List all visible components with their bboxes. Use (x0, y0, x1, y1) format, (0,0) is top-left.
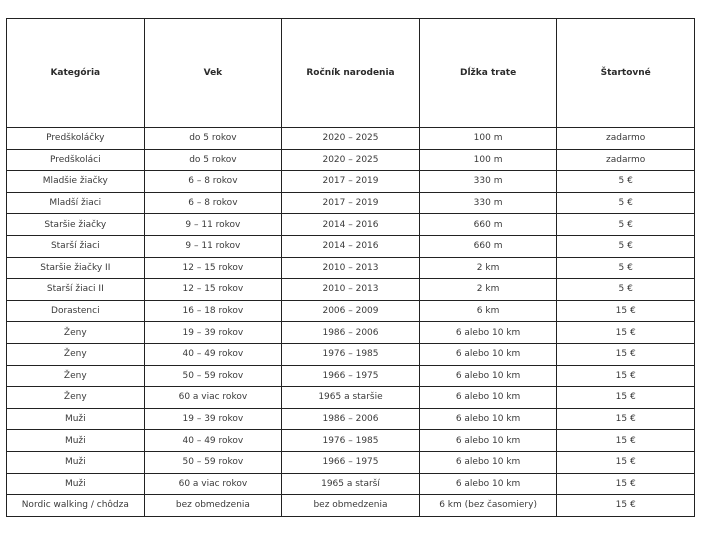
track-length-cell: 660 m (419, 235, 557, 257)
table-row (7, 214, 695, 236)
category-cell: Muži (7, 473, 145, 495)
category-cell: Mladšie žiačky (7, 171, 145, 193)
birth-year-cell: bez obmedzenia (282, 495, 420, 517)
age-cell: 12 – 15 rokov (144, 257, 282, 279)
birth-year-cell: 2010 – 2013 (282, 279, 420, 301)
age-cell: 9 – 11 rokov (144, 235, 282, 257)
age-cell: 50 – 59 rokov (144, 451, 282, 473)
entry-fee-cell: 15 € (557, 387, 695, 409)
birth-year-cell: 2017 – 2019 (282, 192, 420, 214)
age-cell: 60 a viac rokov (144, 387, 282, 409)
track-length-cell: 6 alebo 10 km (419, 343, 557, 365)
table-row (7, 171, 695, 193)
category-cell: Predškoláci (7, 149, 145, 171)
track-length-cell: 6 alebo 10 km (419, 365, 557, 387)
entry-fee-cell: 5 € (557, 192, 695, 214)
track-length-cell: 100 m (419, 149, 557, 171)
age-cell: 60 a viac rokov (144, 473, 282, 495)
entry-fee-cell: 15 € (557, 451, 695, 473)
age-cell: 19 – 39 rokov (144, 322, 282, 344)
age-cell: 40 – 49 rokov (144, 343, 282, 365)
track-length-cell: 100 m (419, 128, 557, 150)
age-cell: 9 – 11 rokov (144, 214, 282, 236)
age-cell: 16 – 18 rokov (144, 300, 282, 322)
track-length-cell: 6 km (bez časomiery) (419, 495, 557, 517)
track-length-cell: 2 km (419, 257, 557, 279)
table-row (7, 430, 695, 452)
header-entry-fee: Štartovné (557, 19, 695, 128)
table-row (7, 322, 695, 344)
birth-year-cell: 1986 – 2006 (282, 322, 420, 344)
category-cell: Ženy (7, 322, 145, 344)
header-track-length: Dĺžka trate (419, 19, 557, 128)
category-cell: Staršie žiačky (7, 214, 145, 236)
birth-year-cell: 1966 – 1975 (282, 365, 420, 387)
table-row (7, 128, 695, 150)
table-row (7, 149, 695, 171)
entry-fee-cell: 5 € (557, 257, 695, 279)
entry-fee-cell: 15 € (557, 495, 695, 517)
birth-year-cell: 1965 a starší (282, 473, 420, 495)
entry-fee-cell: zadarmo (557, 128, 695, 150)
track-length-cell: 6 alebo 10 km (419, 473, 557, 495)
table-row (7, 408, 695, 430)
birth-year-cell: 2010 – 2013 (282, 257, 420, 279)
table-row (7, 235, 695, 257)
track-length-cell: 6 alebo 10 km (419, 430, 557, 452)
table-row (7, 473, 695, 495)
table-row (7, 365, 695, 387)
age-cell: 40 – 49 rokov (144, 430, 282, 452)
track-length-cell: 6 alebo 10 km (419, 387, 557, 409)
age-cell: 6 – 8 rokov (144, 192, 282, 214)
category-cell: Muži (7, 408, 145, 430)
category-cell: Starší žiaci (7, 235, 145, 257)
age-cell: 50 – 59 rokov (144, 365, 282, 387)
table-row (7, 387, 695, 409)
category-cell: Muži (7, 451, 145, 473)
category-cell: Dorastenci (7, 300, 145, 322)
age-cell: do 5 rokov (144, 149, 282, 171)
birth-year-cell: 2020 – 2025 (282, 128, 420, 150)
birth-year-cell: 2014 – 2016 (282, 214, 420, 236)
age-cell: 6 – 8 rokov (144, 171, 282, 193)
track-length-cell: 660 m (419, 214, 557, 236)
entry-fee-cell: 15 € (557, 322, 695, 344)
entry-fee-cell: 5 € (557, 214, 695, 236)
table-row (7, 451, 695, 473)
category-cell: Nordic walking / chôdza (7, 495, 145, 517)
entry-fee-cell: 15 € (557, 365, 695, 387)
category-cell: Mladší žiaci (7, 192, 145, 214)
track-length-cell: 6 km (419, 300, 557, 322)
track-length-cell: 6 alebo 10 km (419, 322, 557, 344)
age-cell: bez obmedzenia (144, 495, 282, 517)
header-age: Vek (144, 19, 282, 128)
category-cell: Ženy (7, 343, 145, 365)
entry-fee-cell: 5 € (557, 235, 695, 257)
header-birth-year: Ročník narodenia (282, 19, 420, 128)
birth-year-cell: 1986 – 2006 (282, 408, 420, 430)
entry-fee-cell: 15 € (557, 430, 695, 452)
birth-year-cell: 1965 a staršie (282, 387, 420, 409)
category-cell: Staršie žiačky II (7, 257, 145, 279)
table-row (7, 192, 695, 214)
age-cell: do 5 rokov (144, 128, 282, 150)
entry-fee-cell: 15 € (557, 300, 695, 322)
birth-year-cell: 2014 – 2016 (282, 235, 420, 257)
categories-table (6, 18, 695, 517)
table-row (7, 257, 695, 279)
track-length-cell: 330 m (419, 171, 557, 193)
age-cell: 19 – 39 rokov (144, 408, 282, 430)
birth-year-cell: 1976 – 1985 (282, 343, 420, 365)
entry-fee-cell: 15 € (557, 408, 695, 430)
birth-year-cell: 2006 – 2009 (282, 300, 420, 322)
birth-year-cell: 2017 – 2019 (282, 171, 420, 193)
table-row (7, 343, 695, 365)
header-category: Kategória (7, 19, 145, 128)
entry-fee-cell: 15 € (557, 473, 695, 495)
track-length-cell: 6 alebo 10 km (419, 451, 557, 473)
track-length-cell: 330 m (419, 192, 557, 214)
entry-fee-cell: 5 € (557, 279, 695, 301)
entry-fee-cell: zadarmo (557, 149, 695, 171)
age-cell: 12 – 15 rokov (144, 279, 282, 301)
track-length-cell: 2 km (419, 279, 557, 301)
entry-fee-cell: 5 € (557, 171, 695, 193)
header-row (7, 19, 695, 128)
category-cell: Predškoláčky (7, 128, 145, 150)
category-cell: Muži (7, 430, 145, 452)
table-row (7, 300, 695, 322)
category-cell: Starší žiaci II (7, 279, 145, 301)
category-cell: Ženy (7, 387, 145, 409)
category-cell: Ženy (7, 365, 145, 387)
birth-year-cell: 1966 – 1975 (282, 451, 420, 473)
entry-fee-cell: 15 € (557, 343, 695, 365)
birth-year-cell: 2020 – 2025 (282, 149, 420, 171)
track-length-cell: 6 alebo 10 km (419, 408, 557, 430)
table-row (7, 495, 695, 517)
birth-year-cell: 1976 – 1985 (282, 430, 420, 452)
table-row (7, 279, 695, 301)
